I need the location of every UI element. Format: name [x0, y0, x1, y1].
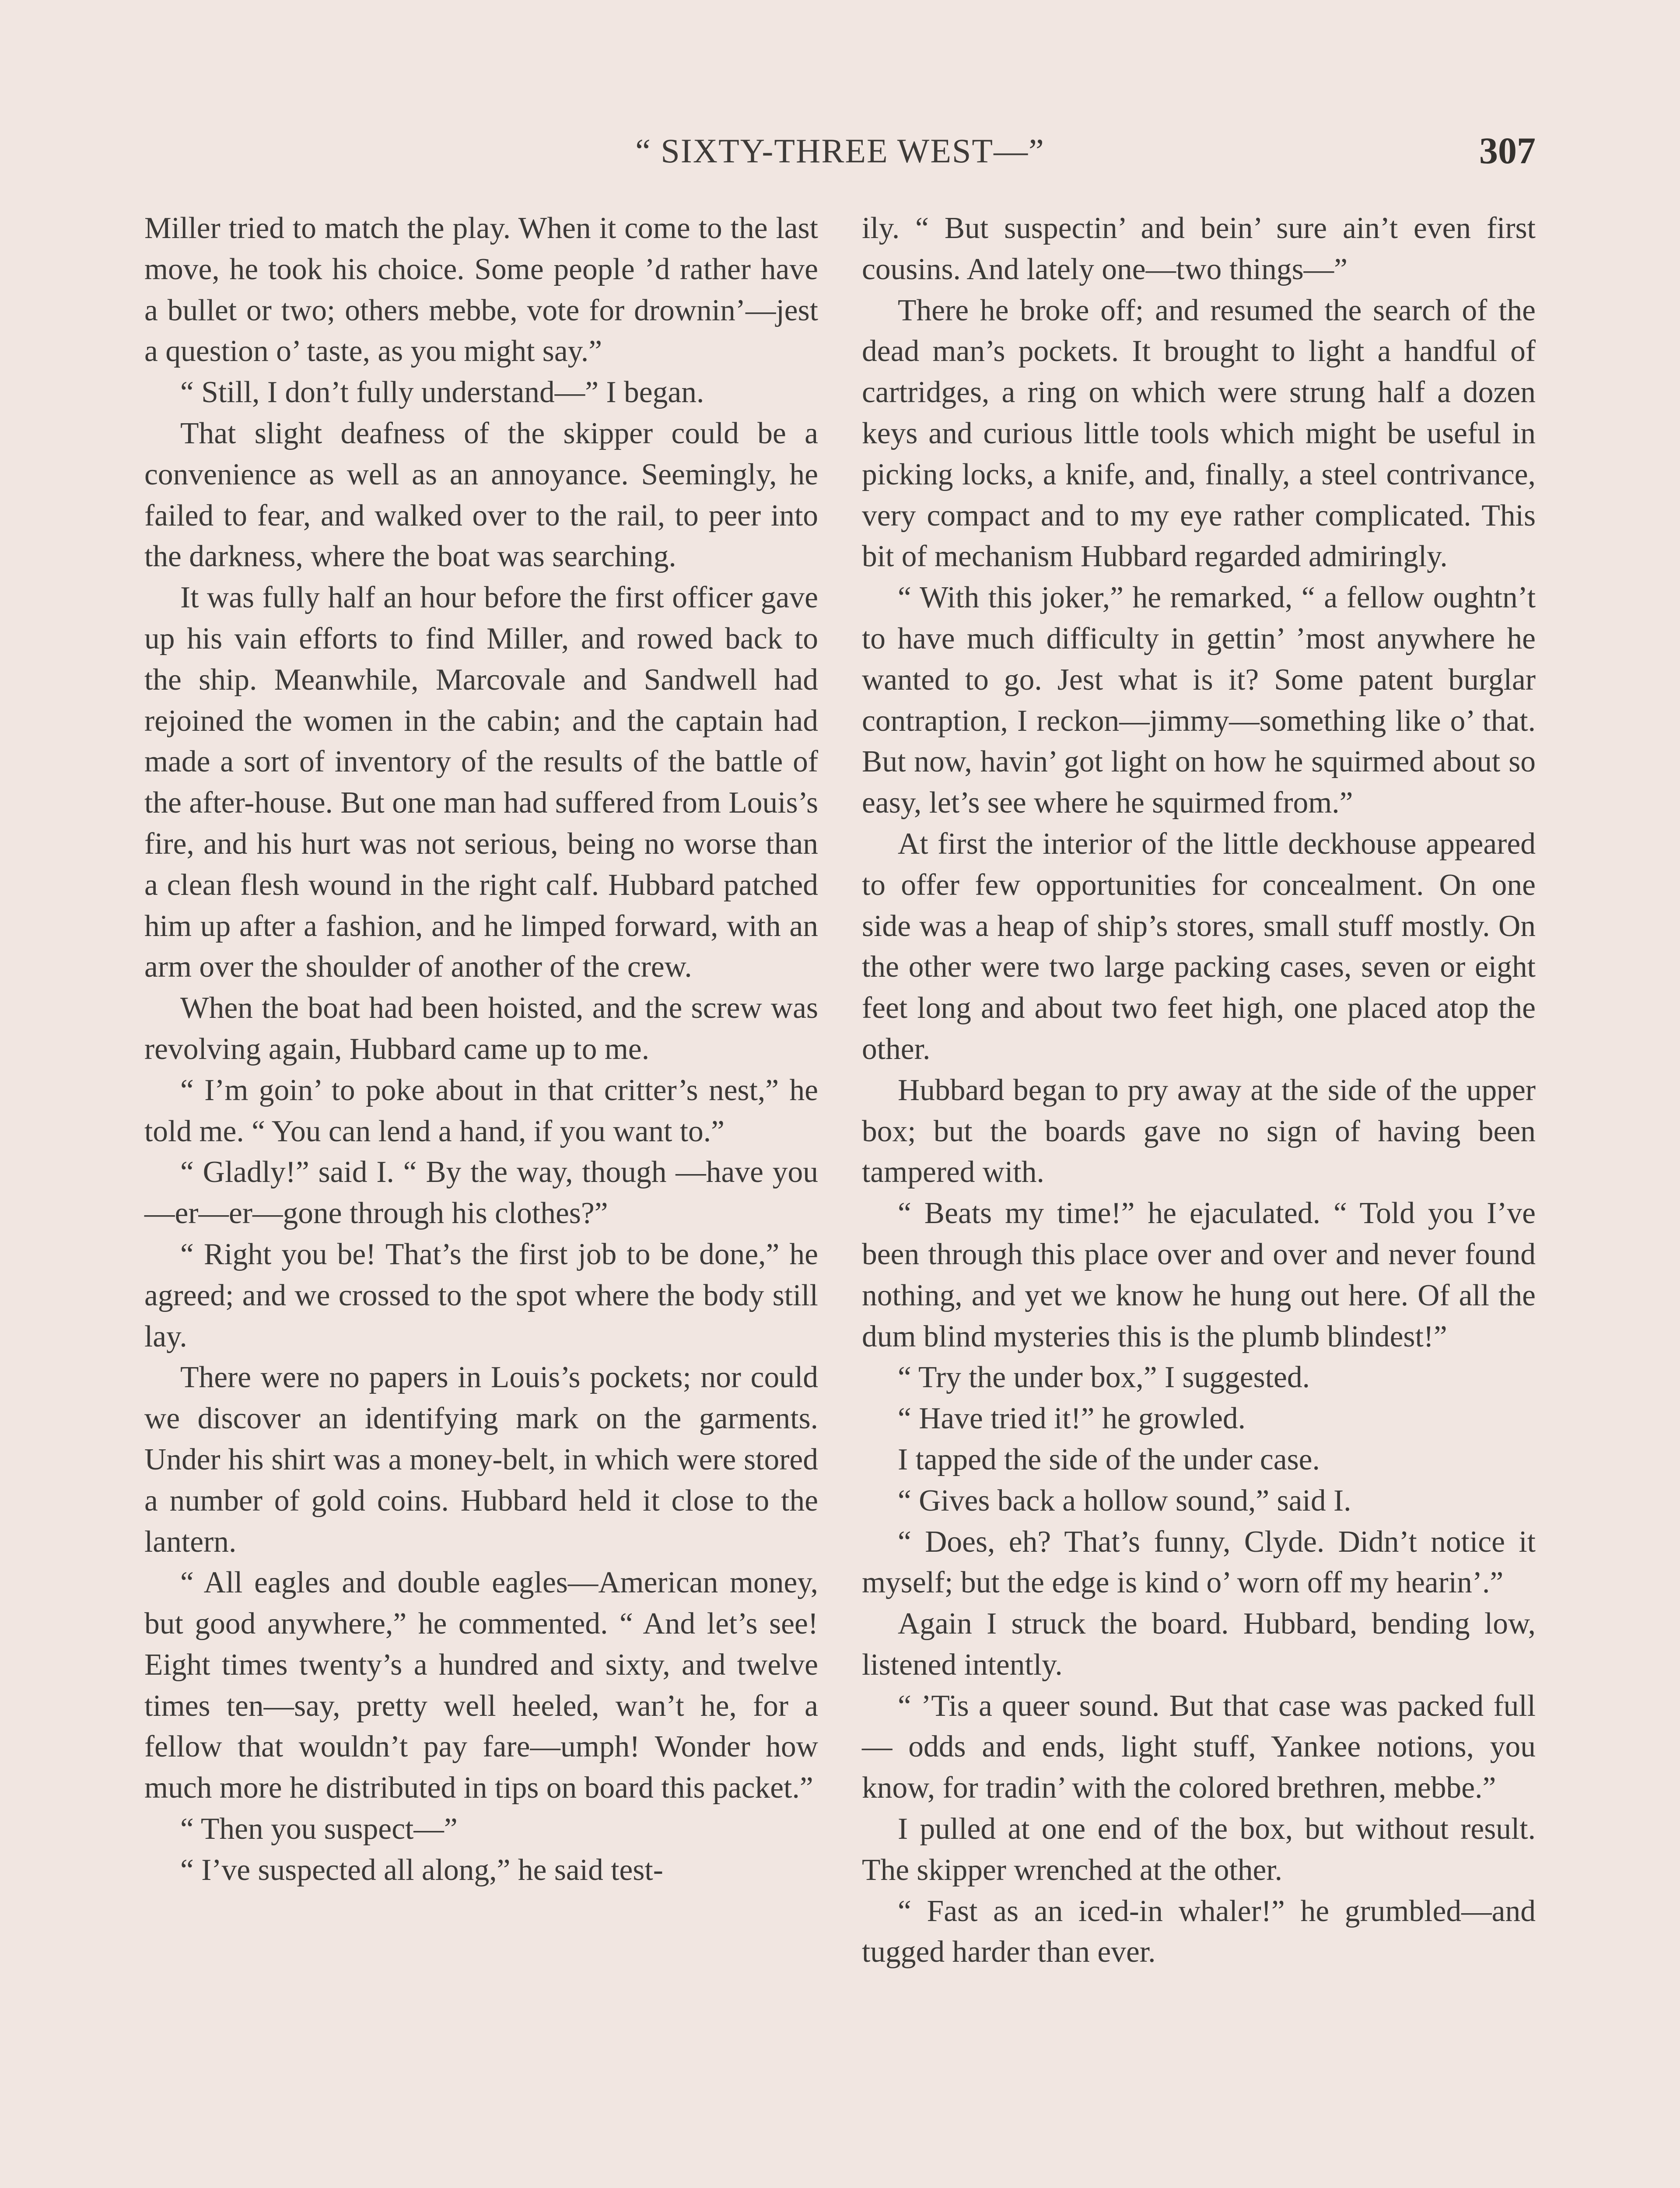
paragraph: It was fully half an hour before the first officer gave up his vain efforts to find Miller, and rowed back to the ship. Meanwhile, Marcovale and Sandwell had rejoined the women in the cabin; and the captain had made a sort of inventory of the results of the battle of the after-house. But one man had suffered from Louis’s fire, and his hurt was not serious, being no worse than a clean flesh wound in the right calf. Hubbard patched him up after a fashion, and he limped forward, with an arm over the shoulder of another of the crew.: [144, 581, 818, 984]
paragraph: “ Then you suspect—”: [180, 1812, 458, 1846]
paragraph: “ Try the under box,” I suggested.: [898, 1360, 1310, 1395]
paragraph: “ Gives back a hollow sound,” said I.: [898, 1483, 1351, 1518]
paragraph: “ Have tried it!” he growled.: [898, 1402, 1246, 1436]
paragraph: ily. “ But suspectin’ and bein’ sure ain’t even first cousins. And lately one—two things—”: [862, 211, 1536, 286]
paragraph: Hubbard began to pry away at the side of the upper box; but the boards gave no sign of having been tampered with.: [862, 1073, 1536, 1189]
paragraph: There he broke off; and resumed the search of the dead man’s pockets. It brought to light a handful of cartridges, a ring on which were strung half a dozen keys and curious little tools which might be useful in picking locks, a knife, and, finally, a steel contrivance, very compact and to my eye rather complicated. This bit of mechanism Hubbard regarded admiringly.: [862, 293, 1536, 574]
left-column: [144, 208, 818, 1891]
right-column: [862, 208, 1536, 1973]
paragraph: At first the interior of the little deckhouse appeared to offer few opportunities for concealment. On one side was a heap of ship’s stores, small stuff mostly. On the other were two large packing cases, seven or eight feet long and about two feet high, one placed atop the other.: [862, 827, 1536, 1066]
text-columns: [144, 208, 1536, 2188]
paragraph: “ ’Tis a queer sound. But that case was packed full — odds and ends, light stuff, Yankee notions, you know, for tradin’ with the colored brethren, mebbe.”: [862, 1689, 1536, 1805]
paragraph: There were no papers in Louis’s pockets; nor could we discover an identifying mark on the garments. Under his shirt was a money-belt, in which were stored a number of gold coins. Hubbard held it close to the lantern.: [144, 1360, 818, 1559]
page-header: [144, 131, 1536, 179]
paragraph: “ All eagles and double eagles—American money, but good anywhere,” he commented. “ And let’s see! Eight times twenty’s a hundred and sixty, and twelve times ten—say, pretty well heeled, wan’t he, for a fellow that wouldn’t pay fare—umph! Wonder how much more he distributed in tips on board this packet.”: [144, 1566, 818, 1805]
paragraph: I tapped the side of the under case.: [898, 1442, 1320, 1476]
running-head: “ SIXTY-THREE WEST—”: [635, 132, 1045, 170]
paragraph: “ I’ve suspected all along,” he said test-: [180, 1853, 663, 1887]
paragraph: “ Fast as an iced-in whaler!” he grumbled—and tugged harder than ever.: [862, 1894, 1536, 1969]
paragraph: “ I’m goin’ to poke about in that critter’s nest,” he told me. “ You can lend a hand, if you want to.”: [144, 1073, 818, 1148]
paragraph: Miller tried to match the play. When it come to the last move, he took his choice. Some people ’d rather have a bullet or two; others mebbe, vote for drownin’—jest a question o’ taste, as you might say.”: [144, 211, 818, 368]
paragraph: “ With this joker,” he remarked, “ a fellow oughtn’t to have much difficulty in gettin’ ’most anywhere he wanted to go. Jest what is it? Some patent burglar contraption, I reckon—jimmy—something like o’ that. But now, havin’ got light on how he squirmed about so easy, let’s see where he squirmed from.”: [862, 581, 1536, 820]
paragraph: When the boat had been hoisted, and the screw was revolving again, Hubbard came up to me.: [144, 991, 818, 1066]
page-number: 307: [1479, 130, 1536, 172]
paragraph: I pulled at one end of the box, but without result. The skipper wrenched at the other.: [862, 1812, 1536, 1887]
paragraph: “ Gladly!” said I. “ By the way, though —have you—er—er—gone through his clothes?”: [144, 1155, 818, 1231]
paragraph: That slight deafness of the skipper could be a convenience as well as an annoyance. Seemingly, he failed to fear, and walked over to the rail, to peer into the darkness, where the boat was searching.: [144, 416, 818, 574]
paragraph: “ Still, I don’t fully understand—” I began.: [180, 375, 704, 410]
paragraph: Again I struck the board. Hubbard, bending low, listened intently.: [862, 1607, 1536, 1682]
paragraph: “ Beats my time!” he ejaculated. “ Told you I’ve been through this place over and over and never found nothing, and yet we know he hung out here. Of all the dum blind mysteries this is the plumb blindest!”: [862, 1196, 1536, 1353]
paragraph: “ Does, eh? That’s funny, Clyde. Didn’t notice it myself; but the edge is kind o’ worn off my hearin’.”: [862, 1525, 1536, 1600]
paragraph: “ Right you be! That’s the first job to be done,” he agreed; and we crossed to the spot where the body still lay.: [144, 1237, 818, 1353]
